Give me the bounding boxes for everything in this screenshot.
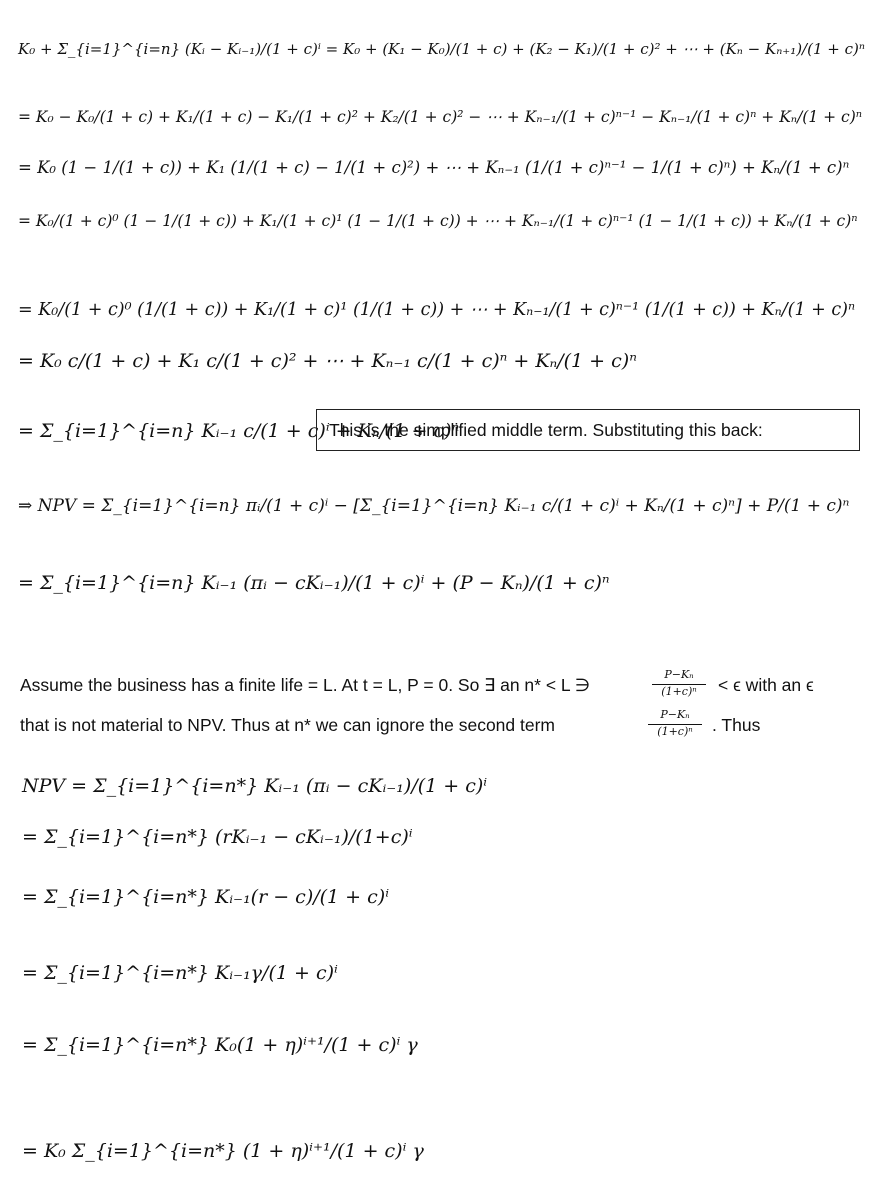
inline-fraction-2 xyxy=(644,708,706,742)
equation-line-1: K₀ + Σ_{i=1}^{i=n} (Kᵢ − Kᵢ₋₁)/(1 + c)ⁱ = K₀ + (K₁ − K₀)/(1 + c) + (K₂ − K₁)/(1 + c)² + ⋯ + (Kₙ − Kₙ₊₁)/(1 + c)ⁿ xyxy=(18,40,865,58)
equation-line-3: = K₀ (1 − 1/(1 + c)) + K₁ (1/(1 + c) − 1/(1 + c)²) + ⋯ + Kₙ₋₁ (1/(1 + c)ⁿ⁻¹ − 1/(1 + c)ⁿ) + Kₙ/(1 + c)ⁿ xyxy=(18,158,850,177)
equation-line-10: NPV = Σ_{i=1}^{i=n*} Kᵢ₋₁ (πᵢ − cKᵢ₋₁)/(1 + c)ⁱ xyxy=(22,775,488,797)
equation-line-2: = K₀ − K₀/(1 + c) + K₁/(1 + c) − K₁/(1 + c)² + K₂/(1 + c)² − ⋯ + Kₙ₋₁/(1 + c)ⁿ⁻¹ − Kₙ₋₁/(1 + c)ⁿ + Kₙ/(1 + c)ⁿ xyxy=(18,108,863,126)
inline-fraction-1-numerator: P−Kₙ xyxy=(664,668,694,681)
paragraph-line-2a: that is not material to NPV. Thus at n* we can ignore the second term xyxy=(20,715,556,735)
inline-fraction-2-denominator: (1+c)ⁿ xyxy=(657,725,693,738)
inline-fraction-1-denominator: (1+c)ⁿ xyxy=(661,685,697,698)
inline-fraction-1 xyxy=(648,668,710,702)
equation-line-7: = Σ_{i=1}^{i=n} Kᵢ₋₁ c/(1 + c)ⁱ + Kₙ/(1 + c)ⁿ xyxy=(18,420,460,442)
paragraph-line-1b: < ϵ with an ϵ xyxy=(718,675,814,695)
equation-line-11: = Σ_{i=1}^{i=n*} (rKᵢ₋₁ − cKᵢ₋₁)/(1+c)ⁱ xyxy=(22,826,413,848)
equation-line-4: = K₀/(1 + c)⁰ (1 − 1/(1 + c)) + K₁/(1 + c)¹ (1 − 1/(1 + c)) + ⋯ + Kₙ₋₁/(1 + c)ⁿ⁻¹ (1 − 1/(1 + c)) + Kₙ/(1 + c)ⁿ xyxy=(18,212,858,230)
equation-line-13: = Σ_{i=1}^{i=n*} Kᵢ₋₁γ/(1 + c)ⁱ xyxy=(22,962,338,984)
equation-line-5: = K₀/(1 + c)⁰ (1/(1 + c)) + K₁/(1 + c)¹ (1/(1 + c)) + ⋯ + Kₙ₋₁/(1 + c)ⁿ⁻¹ (1/(1 + c)) + Kₙ/(1 + c)ⁿ xyxy=(18,300,856,320)
equation-line-12: = Σ_{i=1}^{i=n*} Kᵢ₋₁(r − c)/(1 + c)ⁱ xyxy=(22,886,390,908)
equation-line-15: = K₀ Σ_{i=1}^{i=n*} (1 + η)ⁱ⁺¹/(1 + c)ⁱ γ xyxy=(22,1140,424,1162)
callout-box: This is the simplified middle term. Substituting this back: xyxy=(316,409,860,451)
paragraph-line-1a: Assume the business has a finite life = L. At t = L, P = 0. So ∃ an n* < L ∋ xyxy=(20,675,591,695)
equation-line-6: = K₀ c/(1 + c) + K₁ c/(1 + c)² + ⋯ + Kₙ₋₁ c/(1 + c)ⁿ + Kₙ/(1 + c)ⁿ xyxy=(18,350,637,372)
equation-line-9: = Σ_{i=1}^{i=n} Kᵢ₋₁ (πᵢ − cKᵢ₋₁)/(1 + c)ⁱ + (P − Kₙ)/(1 + c)ⁿ xyxy=(18,572,610,594)
equation-line-8: ⇒ NPV = Σ_{i=1}^{i=n} πᵢ/(1 + c)ⁱ − [Σ_{i=1}^{i=n} Kᵢ₋₁ c/(1 + c)ⁱ + Kₙ/(1 + c)ⁿ] + P/(1 + c)ⁿ xyxy=(18,496,850,516)
inline-fraction-2-numerator: P−Kₙ xyxy=(660,708,690,721)
equation-line-14: = Σ_{i=1}^{i=n*} K₀(1 + η)ⁱ⁺¹/(1 + c)ⁱ γ xyxy=(22,1034,418,1056)
paragraph-line-2b: . Thus xyxy=(712,715,761,735)
